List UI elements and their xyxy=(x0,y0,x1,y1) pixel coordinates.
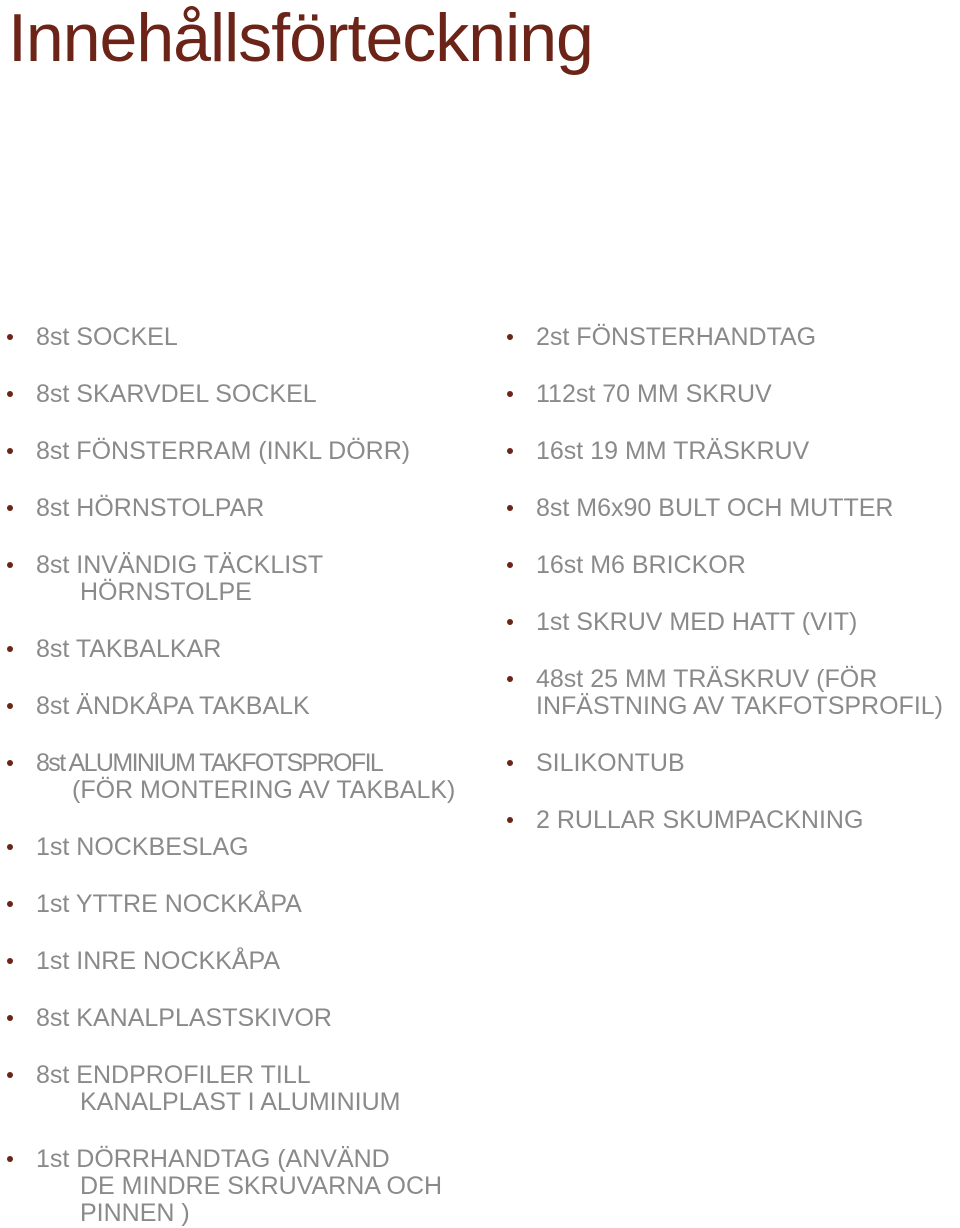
bullet-icon xyxy=(7,844,13,850)
list-item-text-continued: DE MINDRE SKRUVARNA OCH xyxy=(80,1172,443,1200)
bullet-icon xyxy=(507,505,513,511)
list-item-text: SILIKONTUB xyxy=(536,749,685,777)
list-item-text: 8st ALUMINIUM TAKFOTSPROFIL xyxy=(36,749,383,777)
list-item-text: 8st TAKBALKAR xyxy=(36,635,222,663)
list-item-text-continued: PINNEN ) xyxy=(80,1199,190,1227)
bullet-icon xyxy=(507,391,513,397)
list-item-text-continued: (FÖR MONTERING AV TAKBALK) xyxy=(72,776,456,804)
bullet-icon xyxy=(507,448,513,454)
bullet-icon xyxy=(7,505,13,511)
list-item-text: 1st DÖRRHANDTAG (ANVÄND xyxy=(36,1145,390,1173)
list-item-text: 48st 25 MM TRÄSKRUV (FÖR xyxy=(536,665,878,693)
bullet-icon xyxy=(7,646,13,652)
bullet-icon xyxy=(7,562,13,568)
list-item-text: 1st INRE NOCKKÅPA xyxy=(36,947,281,975)
bullet-icon xyxy=(7,1015,13,1021)
bullet-icon xyxy=(507,817,513,823)
list-item-text: 2st FÖNSTERHANDTAG xyxy=(536,323,817,351)
list-item-text: 8st KANALPLASTSKIVOR xyxy=(36,1004,332,1032)
bullet-icon xyxy=(7,1156,13,1162)
list-item-text: 8st ÄNDKÅPA TAKBALK xyxy=(36,692,310,720)
bullet-icon xyxy=(7,1072,13,1078)
bullet-icon xyxy=(7,448,13,454)
list-item-text-continued: HÖRNSTOLPE xyxy=(80,578,252,606)
list-item-text: 8st HÖRNSTOLPAR xyxy=(36,494,265,522)
list-item-text: 1st NOCKBESLAG xyxy=(36,833,249,861)
bullet-icon xyxy=(7,760,13,766)
list-item-text: 8st SOCKEL xyxy=(36,323,178,351)
bullet-icon xyxy=(507,562,513,568)
list-item-text: 8st FÖNSTERRAM (INKL DÖRR) xyxy=(36,437,411,465)
list-item-text-continued: INFÄSTNING AV TAKFOTSPROFIL) xyxy=(536,692,943,720)
list-item-text: 1st SKRUV MED HATT (VIT) xyxy=(536,608,858,636)
list-item-text: 8st ENDPROFILER TILL xyxy=(36,1061,311,1089)
bullet-icon xyxy=(507,760,513,766)
page-title: Innehållsförteckning xyxy=(8,0,593,76)
list-item-text: 16st M6 BRICKOR xyxy=(536,551,746,579)
list-item-text: 8st INVÄNDIG TÄCKLIST xyxy=(36,551,324,579)
list-item-text: 2 RULLAR SKUMPACKNING xyxy=(536,806,864,834)
bullet-icon xyxy=(7,901,13,907)
bullet-icon xyxy=(7,958,13,964)
list-item-text: 112st 70 MM SKRUV xyxy=(536,380,772,408)
bullet-icon xyxy=(7,334,13,340)
list-item-text: 8st SKARVDEL SOCKEL xyxy=(36,380,317,408)
list-item-text-continued: KANALPLAST I ALUMINIUM xyxy=(80,1088,401,1116)
list-item-text: 16st 19 MM TRÄSKRUV xyxy=(536,437,810,465)
bullet-icon xyxy=(507,619,513,625)
bullet-icon xyxy=(7,703,13,709)
list-item-text: 8st M6x90 BULT OCH MUTTER xyxy=(536,494,894,522)
bullet-icon xyxy=(507,334,513,340)
list-item-text: 1st YTTRE NOCKKÅPA xyxy=(36,890,302,918)
bullet-icon xyxy=(507,676,513,682)
bullet-icon xyxy=(7,391,13,397)
